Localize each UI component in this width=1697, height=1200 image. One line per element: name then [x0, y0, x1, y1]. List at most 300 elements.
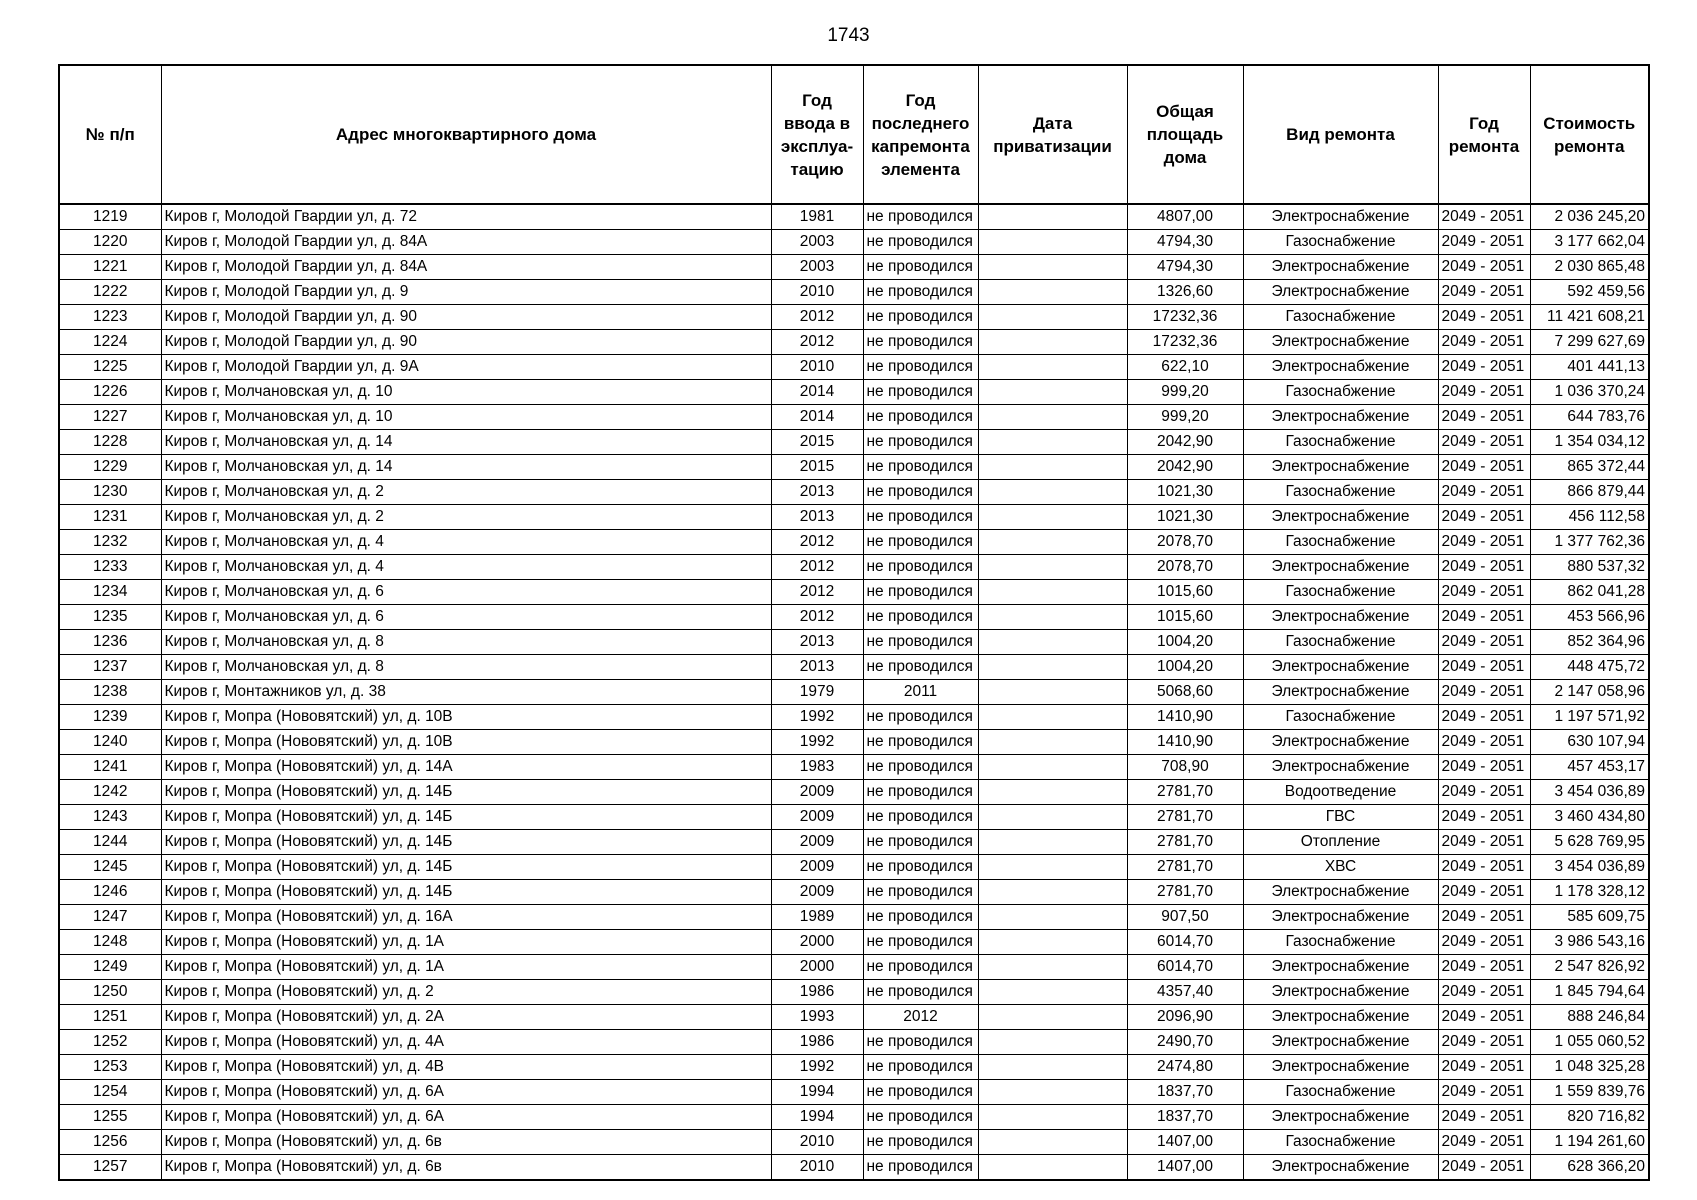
cell-num: 1223	[59, 305, 161, 330]
cell-year-built: 2010	[771, 1130, 863, 1155]
cell-num: 1250	[59, 980, 161, 1005]
repair-registry-table	[58, 64, 1650, 1181]
cell-year-built: 2010	[771, 355, 863, 380]
cell-repair-year: 2049 - 2051	[1438, 705, 1530, 730]
cell-area: 1837,70	[1127, 1080, 1243, 1105]
table-row	[59, 505, 1649, 530]
cell-area: 2781,70	[1127, 805, 1243, 830]
cell-repair-type: Электроснабжение	[1243, 955, 1438, 980]
cell-num: 1229	[59, 455, 161, 480]
cell-year-built: 1981	[771, 204, 863, 230]
cell-area: 999,20	[1127, 405, 1243, 430]
cell-privatization	[978, 605, 1127, 630]
cell-address: Киров г, Мопра (Нововятский) ул, д. 6А	[161, 1105, 771, 1130]
cell-num: 1232	[59, 530, 161, 555]
cell-address: Киров г, Мопра (Нововятский) ул, д. 14Б	[161, 780, 771, 805]
cell-privatization	[978, 480, 1127, 505]
cell-repair-year: 2049 - 2051	[1438, 955, 1530, 980]
cell-address: Киров г, Мопра (Нововятский) ул, д. 4В	[161, 1055, 771, 1080]
cell-address: Киров г, Мопра (Нововятский) ул, д. 14А	[161, 755, 771, 780]
cell-last-repair: не проводился	[863, 805, 978, 830]
cell-cost: 1 354 034,12	[1530, 430, 1649, 455]
cell-cost: 5 628 769,95	[1530, 830, 1649, 855]
cell-address: Киров г, Мопра (Нововятский) ул, д. 2А	[161, 1005, 771, 1030]
cell-repair-type: Электроснабжение	[1243, 280, 1438, 305]
cell-area: 4794,30	[1127, 230, 1243, 255]
table-row	[59, 430, 1649, 455]
cell-last-repair: не проводился	[863, 1030, 978, 1055]
table-row	[59, 730, 1649, 755]
cell-repair-year: 2049 - 2051	[1438, 505, 1530, 530]
cell-address: Киров г, Молодой Гвардии ул, д. 84А	[161, 230, 771, 255]
cell-cost: 862 041,28	[1530, 580, 1649, 605]
cell-address: Киров г, Мопра (Нововятский) ул, д. 10В	[161, 705, 771, 730]
cell-privatization	[978, 980, 1127, 1005]
cell-address: Киров г, Мопра (Нововятский) ул, д. 1А	[161, 955, 771, 980]
cell-year-built: 2009	[771, 805, 863, 830]
cell-repair-type: Электроснабжение	[1243, 1030, 1438, 1055]
cell-privatization	[978, 705, 1127, 730]
table-row	[59, 755, 1649, 780]
cell-year-built: 2012	[771, 580, 863, 605]
cell-privatization	[978, 255, 1127, 280]
cell-repair-year: 2049 - 2051	[1438, 530, 1530, 555]
table-row	[59, 555, 1649, 580]
table-row	[59, 480, 1649, 505]
cell-repair-type: Электроснабжение	[1243, 1005, 1438, 1030]
cell-repair-year: 2049 - 2051	[1438, 1055, 1530, 1080]
cell-repair-type: Электроснабжение	[1243, 505, 1438, 530]
cell-area: 2781,70	[1127, 830, 1243, 855]
cell-privatization	[978, 455, 1127, 480]
cell-last-repair: 2012	[863, 1005, 978, 1030]
cell-num: 1230	[59, 480, 161, 505]
cell-cost: 628 366,20	[1530, 1155, 1649, 1181]
table-row	[59, 230, 1649, 255]
cell-last-repair: не проводился	[863, 830, 978, 855]
cell-repair-year: 2049 - 2051	[1438, 355, 1530, 380]
cell-area: 907,50	[1127, 905, 1243, 930]
cell-area: 622,10	[1127, 355, 1243, 380]
table-row	[59, 955, 1649, 980]
cell-repair-type: Электроснабжение	[1243, 330, 1438, 355]
cell-address: Киров г, Молчановская ул, д. 8	[161, 630, 771, 655]
cell-repair-type: Электроснабжение	[1243, 1155, 1438, 1181]
cell-num: 1252	[59, 1030, 161, 1055]
cell-year-built: 1986	[771, 1030, 863, 1055]
table-row	[59, 305, 1649, 330]
cell-year-built: 2012	[771, 555, 863, 580]
cell-num: 1224	[59, 330, 161, 355]
table-row	[59, 1030, 1649, 1055]
header-cost: Стоимость ремонта	[1530, 65, 1649, 204]
cell-privatization	[978, 1130, 1127, 1155]
cell-num: 1221	[59, 255, 161, 280]
cell-area: 1407,00	[1127, 1130, 1243, 1155]
cell-repair-type: Электроснабжение	[1243, 455, 1438, 480]
cell-last-repair: не проводился	[863, 380, 978, 405]
cell-address: Киров г, Монтажников ул, д. 38	[161, 680, 771, 705]
cell-address: Киров г, Молодой Гвардии ул, д. 90	[161, 305, 771, 330]
cell-num: 1239	[59, 705, 161, 730]
cell-repair-year: 2049 - 2051	[1438, 430, 1530, 455]
cell-year-built: 2013	[771, 505, 863, 530]
cell-cost: 1 055 060,52	[1530, 1030, 1649, 1055]
cell-privatization	[978, 1030, 1127, 1055]
cell-address: Киров г, Мопра (Нововятский) ул, д. 14Б	[161, 805, 771, 830]
cell-repair-year: 2049 - 2051	[1438, 680, 1530, 705]
cell-privatization	[978, 430, 1127, 455]
cell-repair-year: 2049 - 2051	[1438, 1080, 1530, 1105]
cell-privatization	[978, 780, 1127, 805]
cell-repair-year: 2049 - 2051	[1438, 805, 1530, 830]
cell-area: 4794,30	[1127, 255, 1243, 280]
cell-cost: 3 460 434,80	[1530, 805, 1649, 830]
cell-cost: 11 421 608,21	[1530, 305, 1649, 330]
cell-repair-year: 2049 - 2051	[1438, 930, 1530, 955]
cell-cost: 2 147 058,96	[1530, 680, 1649, 705]
table-row	[59, 530, 1649, 555]
cell-num: 1225	[59, 355, 161, 380]
cell-repair-year: 2049 - 2051	[1438, 204, 1530, 230]
cell-address: Киров г, Мопра (Нововятский) ул, д. 6в	[161, 1130, 771, 1155]
cell-privatization	[978, 355, 1127, 380]
cell-cost: 448 475,72	[1530, 655, 1649, 680]
cell-last-repair: не проводился	[863, 955, 978, 980]
cell-num: 1246	[59, 880, 161, 905]
cell-last-repair: не проводился	[863, 255, 978, 280]
cell-repair-year: 2049 - 2051	[1438, 230, 1530, 255]
cell-last-repair: не проводился	[863, 1155, 978, 1181]
table-row	[59, 1005, 1649, 1030]
cell-num: 1243	[59, 805, 161, 830]
cell-address: Киров г, Молчановская ул, д. 2	[161, 505, 771, 530]
cell-last-repair: не проводился	[863, 355, 978, 380]
cell-year-built: 2003	[771, 255, 863, 280]
header-area: Общая площадь дома	[1127, 65, 1243, 204]
cell-area: 1021,30	[1127, 480, 1243, 505]
cell-area: 2490,70	[1127, 1030, 1243, 1055]
cell-repair-type: Газоснабжение	[1243, 630, 1438, 655]
cell-privatization	[978, 680, 1127, 705]
cell-cost: 3 177 662,04	[1530, 230, 1649, 255]
cell-privatization	[978, 405, 1127, 430]
cell-last-repair: не проводился	[863, 630, 978, 655]
cell-area: 1021,30	[1127, 505, 1243, 530]
cell-repair-type: Электроснабжение	[1243, 905, 1438, 930]
cell-repair-type: Электроснабжение	[1243, 405, 1438, 430]
cell-repair-year: 2049 - 2051	[1438, 330, 1530, 355]
cell-privatization	[978, 630, 1127, 655]
cell-address: Киров г, Молчановская ул, д. 2	[161, 480, 771, 505]
cell-num: 1233	[59, 555, 161, 580]
cell-year-built: 1993	[771, 1005, 863, 1030]
cell-address: Киров г, Молодой Гвардии ул, д. 90	[161, 330, 771, 355]
cell-last-repair: не проводился	[863, 455, 978, 480]
table-row	[59, 1055, 1649, 1080]
header-year-built: Год ввода в эксплуа-тацию	[771, 65, 863, 204]
table-row	[59, 280, 1649, 305]
cell-num: 1226	[59, 380, 161, 405]
cell-last-repair: не проводился	[863, 705, 978, 730]
cell-num: 1249	[59, 955, 161, 980]
cell-repair-type: Газоснабжение	[1243, 1130, 1438, 1155]
cell-year-built: 2015	[771, 455, 863, 480]
cell-area: 6014,70	[1127, 930, 1243, 955]
cell-address: Киров г, Молчановская ул, д. 14	[161, 430, 771, 455]
cell-repair-type: Электроснабжение	[1243, 255, 1438, 280]
cell-year-built: 1983	[771, 755, 863, 780]
cell-address: Киров г, Мопра (Нововятский) ул, д. 14Б	[161, 830, 771, 855]
table-row	[59, 655, 1649, 680]
cell-repair-year: 2049 - 2051	[1438, 1155, 1530, 1181]
cell-repair-type: Газоснабжение	[1243, 580, 1438, 605]
cell-year-built: 2003	[771, 230, 863, 255]
table-row	[59, 330, 1649, 355]
table-row	[59, 580, 1649, 605]
cell-privatization	[978, 280, 1127, 305]
cell-repair-type: Газоснабжение	[1243, 305, 1438, 330]
cell-address: Киров г, Молчановская ул, д. 6	[161, 605, 771, 630]
cell-repair-type: Электроснабжение	[1243, 755, 1438, 780]
cell-num: 1256	[59, 1130, 161, 1155]
cell-repair-type: Газоснабжение	[1243, 530, 1438, 555]
cell-address: Киров г, Молчановская ул, д. 8	[161, 655, 771, 680]
cell-repair-type: ГВС	[1243, 805, 1438, 830]
cell-area: 17232,36	[1127, 305, 1243, 330]
cell-privatization	[978, 905, 1127, 930]
cell-year-built: 1986	[771, 980, 863, 1005]
table-row	[59, 1130, 1649, 1155]
cell-num: 1242	[59, 780, 161, 805]
cell-repair-year: 2049 - 2051	[1438, 905, 1530, 930]
cell-year-built: 2014	[771, 380, 863, 405]
cell-repair-year: 2049 - 2051	[1438, 1030, 1530, 1055]
cell-area: 1015,60	[1127, 580, 1243, 605]
cell-last-repair: не проводился	[863, 430, 978, 455]
cell-num: 1235	[59, 605, 161, 630]
cell-last-repair: не проводился	[863, 855, 978, 880]
table-row	[59, 455, 1649, 480]
cell-year-built: 2012	[771, 530, 863, 555]
cell-area: 1015,60	[1127, 605, 1243, 630]
cell-cost: 401 441,13	[1530, 355, 1649, 380]
cell-last-repair: не проводился	[863, 780, 978, 805]
cell-last-repair: не проводился	[863, 1105, 978, 1130]
cell-num: 1231	[59, 505, 161, 530]
table-row	[59, 605, 1649, 630]
cell-privatization	[978, 830, 1127, 855]
cell-privatization	[978, 330, 1127, 355]
cell-repair-year: 2049 - 2051	[1438, 755, 1530, 780]
cell-area: 2042,90	[1127, 455, 1243, 480]
cell-area: 2042,90	[1127, 430, 1243, 455]
cell-area: 2474,80	[1127, 1055, 1243, 1080]
cell-privatization	[978, 1155, 1127, 1181]
cell-address: Киров г, Молчановская ул, д. 6	[161, 580, 771, 605]
cell-address: Киров г, Мопра (Нововятский) ул, д. 14Б	[161, 880, 771, 905]
cell-year-built: 2009	[771, 830, 863, 855]
cell-repair-type: ХВС	[1243, 855, 1438, 880]
cell-repair-year: 2049 - 2051	[1438, 480, 1530, 505]
cell-year-built: 2000	[771, 930, 863, 955]
page-number: 1743	[827, 25, 870, 46]
cell-year-built: 2000	[771, 955, 863, 980]
cell-year-built: 1979	[771, 680, 863, 705]
table-row	[59, 1080, 1649, 1105]
cell-num: 1253	[59, 1055, 161, 1080]
cell-num: 1238	[59, 680, 161, 705]
table-row	[59, 1155, 1649, 1181]
cell-repair-year: 2049 - 2051	[1438, 1005, 1530, 1030]
cell-area: 1004,20	[1127, 630, 1243, 655]
cell-num: 1234	[59, 580, 161, 605]
cell-last-repair: не проводился	[863, 530, 978, 555]
table-row	[59, 1105, 1649, 1130]
cell-num: 1236	[59, 630, 161, 655]
cell-last-repair: не проводился	[863, 730, 978, 755]
cell-cost: 585 609,75	[1530, 905, 1649, 930]
cell-repair-type: Газоснабжение	[1243, 230, 1438, 255]
cell-year-built: 2012	[771, 605, 863, 630]
cell-area: 1326,60	[1127, 280, 1243, 305]
cell-address: Киров г, Мопра (Нововятский) ул, д. 4А	[161, 1030, 771, 1055]
cell-cost: 3 454 036,89	[1530, 780, 1649, 805]
cell-privatization	[978, 880, 1127, 905]
cell-privatization	[978, 955, 1127, 980]
cell-cost: 2 030 865,48	[1530, 255, 1649, 280]
cell-address: Киров г, Молодой Гвардии ул, д. 72	[161, 204, 771, 230]
cell-repair-type: Электроснабжение	[1243, 880, 1438, 905]
cell-repair-type: Электроснабжение	[1243, 1105, 1438, 1130]
cell-cost: 457 453,17	[1530, 755, 1649, 780]
cell-last-repair: не проводился	[863, 405, 978, 430]
cell-privatization	[978, 555, 1127, 580]
cell-last-repair: не проводился	[863, 605, 978, 630]
cell-repair-type: Газоснабжение	[1243, 1080, 1438, 1105]
table-row	[59, 805, 1649, 830]
cell-address: Киров г, Молодой Гвардии ул, д. 9	[161, 280, 771, 305]
cell-repair-type: Электроснабжение	[1243, 730, 1438, 755]
cell-cost: 852 364,96	[1530, 630, 1649, 655]
cell-repair-year: 2049 - 2051	[1438, 630, 1530, 655]
cell-privatization	[978, 1080, 1127, 1105]
cell-address: Киров г, Мопра (Нововятский) ул, д. 2	[161, 980, 771, 1005]
cell-cost: 865 372,44	[1530, 455, 1649, 480]
cell-repair-year: 2049 - 2051	[1438, 255, 1530, 280]
cell-cost: 820 716,82	[1530, 1105, 1649, 1130]
cell-cost: 3 454 036,89	[1530, 855, 1649, 880]
cell-repair-type: Отопление	[1243, 830, 1438, 855]
cell-repair-year: 2049 - 2051	[1438, 455, 1530, 480]
cell-last-repair: не проводился	[863, 505, 978, 530]
table-row	[59, 855, 1649, 880]
cell-cost: 453 566,96	[1530, 605, 1649, 630]
cell-area: 4357,40	[1127, 980, 1243, 1005]
cell-cost: 456 112,58	[1530, 505, 1649, 530]
cell-last-repair: не проводился	[863, 204, 978, 230]
cell-area: 2781,70	[1127, 880, 1243, 905]
cell-last-repair: не проводился	[863, 1130, 978, 1155]
cell-area: 999,20	[1127, 380, 1243, 405]
cell-area: 1837,70	[1127, 1105, 1243, 1130]
cell-privatization	[978, 204, 1127, 230]
cell-year-built: 2010	[771, 280, 863, 305]
cell-privatization	[978, 380, 1127, 405]
cell-last-repair: не проводился	[863, 755, 978, 780]
cell-repair-year: 2049 - 2051	[1438, 280, 1530, 305]
cell-privatization	[978, 230, 1127, 255]
cell-num: 1244	[59, 830, 161, 855]
cell-area: 17232,36	[1127, 330, 1243, 355]
cell-address: Киров г, Мопра (Нововятский) ул, д. 1А	[161, 930, 771, 955]
cell-last-repair: не проводился	[863, 980, 978, 1005]
cell-address: Киров г, Мопра (Нововятский) ул, д. 14Б	[161, 855, 771, 880]
cell-num: 1222	[59, 280, 161, 305]
cell-year-built: 2013	[771, 480, 863, 505]
cell-cost: 1 377 762,36	[1530, 530, 1649, 555]
cell-num: 1227	[59, 405, 161, 430]
cell-cost: 1 197 571,92	[1530, 705, 1649, 730]
table-row	[59, 355, 1649, 380]
cell-area: 2078,70	[1127, 555, 1243, 580]
cell-cost: 1 178 328,12	[1530, 880, 1649, 905]
cell-year-built: 1992	[771, 730, 863, 755]
cell-repair-type: Электроснабжение	[1243, 355, 1438, 380]
cell-privatization	[978, 930, 1127, 955]
cell-cost: 644 783,76	[1530, 405, 1649, 430]
cell-repair-year: 2049 - 2051	[1438, 380, 1530, 405]
cell-privatization	[978, 1055, 1127, 1080]
cell-cost: 7 299 627,69	[1530, 330, 1649, 355]
cell-privatization	[978, 1005, 1127, 1030]
cell-address: Киров г, Молодой Гвардии ул, д. 9А	[161, 355, 771, 380]
cell-last-repair: не проводился	[863, 555, 978, 580]
table-row	[59, 380, 1649, 405]
cell-year-built: 2015	[771, 430, 863, 455]
cell-repair-type: Электроснабжение	[1243, 1055, 1438, 1080]
cell-last-repair: не проводился	[863, 880, 978, 905]
cell-cost: 2 547 826,92	[1530, 955, 1649, 980]
cell-num: 1245	[59, 855, 161, 880]
cell-last-repair: не проводился	[863, 1080, 978, 1105]
cell-area: 2096,90	[1127, 1005, 1243, 1030]
header-num: № п/п	[59, 65, 161, 204]
cell-repair-year: 2049 - 2051	[1438, 655, 1530, 680]
header-last-repair: Год последнего капремонта элемента	[863, 65, 978, 204]
cell-privatization	[978, 530, 1127, 555]
cell-num: 1255	[59, 1105, 161, 1130]
cell-last-repair: не проводился	[863, 305, 978, 330]
table-row	[59, 880, 1649, 905]
cell-area: 2781,70	[1127, 855, 1243, 880]
cell-num: 1248	[59, 930, 161, 955]
cell-repair-type: Газоснабжение	[1243, 430, 1438, 455]
cell-year-built: 2009	[771, 855, 863, 880]
cell-year-built: 1994	[771, 1105, 863, 1130]
cell-privatization	[978, 655, 1127, 680]
cell-num: 1240	[59, 730, 161, 755]
cell-cost: 592 459,56	[1530, 280, 1649, 305]
cell-repair-year: 2049 - 2051	[1438, 605, 1530, 630]
cell-privatization	[978, 505, 1127, 530]
cell-address: Киров г, Мопра (Нововятский) ул, д. 10В	[161, 730, 771, 755]
cell-cost: 630 107,94	[1530, 730, 1649, 755]
cell-repair-year: 2049 - 2051	[1438, 580, 1530, 605]
cell-year-built: 1992	[771, 705, 863, 730]
cell-repair-type: Газоснабжение	[1243, 380, 1438, 405]
cell-address: Киров г, Молчановская ул, д. 4	[161, 555, 771, 580]
